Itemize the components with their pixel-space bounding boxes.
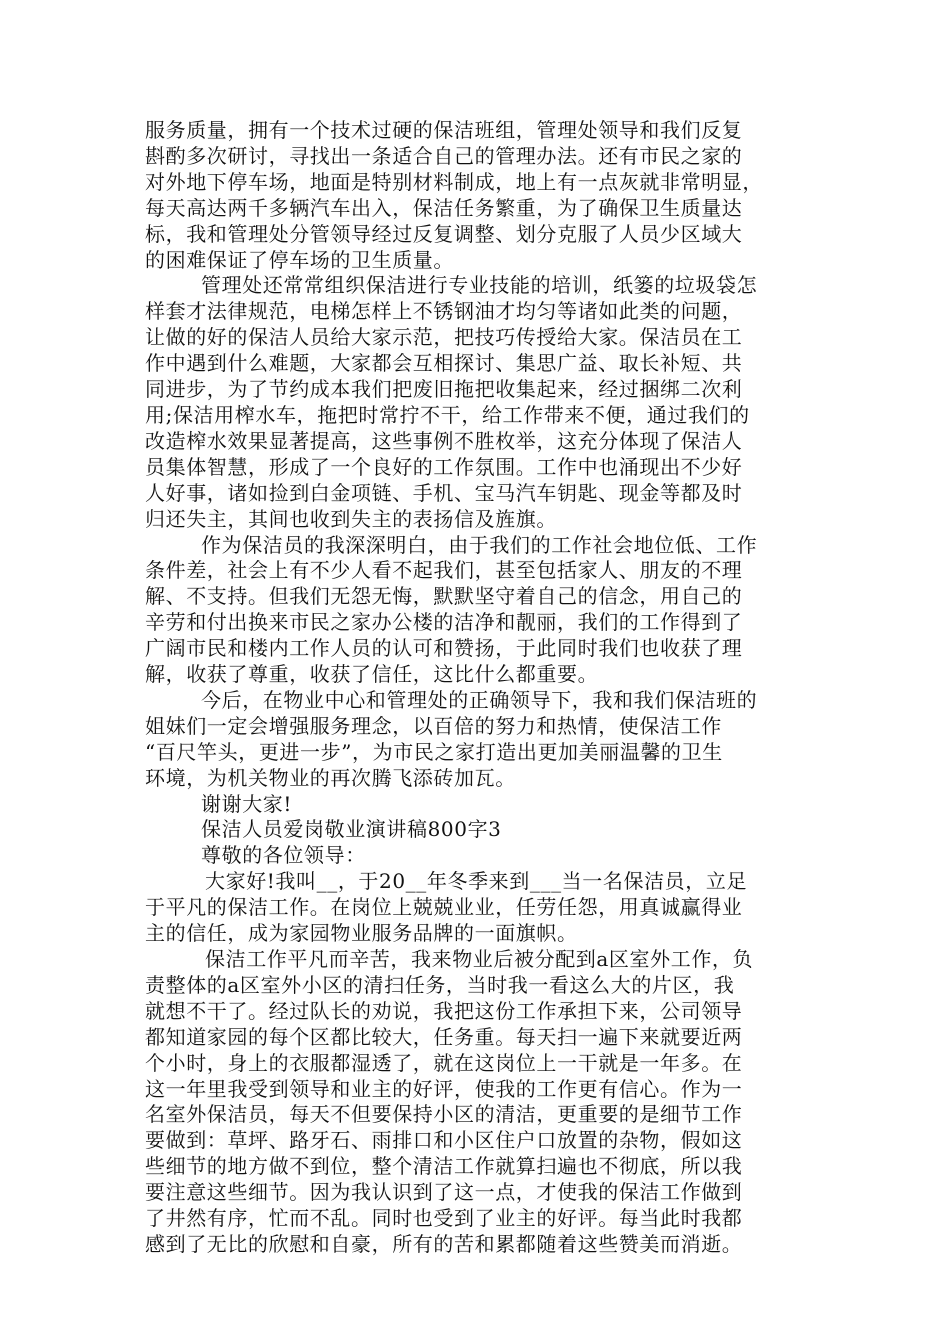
text-line: “百尺竿头，更进一步”，为市民之家打造出更加美丽温馨的卫生: [145, 739, 723, 764]
text-line: 对外地下停车场，地面是特别材料制成，地上有一点灰就非常明显，: [145, 169, 763, 194]
text-line: 了井然有序，忙而不乱。同时也受到了业主的好评。每当此时我都: [145, 1206, 743, 1231]
text-line: 作中遇到什么难题，大家都会互相探讨、集思广益、取长补短、共: [145, 351, 743, 376]
text-line: 让做的好的保洁人员给大家示范，把技巧传授给大家。保洁员在工: [145, 325, 743, 350]
text-line: 就想不干了。经过队长的劝说，我把这份工作承担下来，公司领导: [145, 998, 743, 1023]
text-line: 改造榨水效果显著提高，这些事例不胜枚举，这充分体现了保洁人: [145, 428, 743, 453]
text-line: 广阔市民和楼内工作人员的认可和赞扬，于此同时我们也收获了理: [145, 636, 743, 661]
section-title: 保洁人员爱岗敬业演讲稿800字3: [201, 817, 502, 842]
text-line: 用;保洁用榨水车，拖把时常拧不干，给工作带来不便，通过我们的: [145, 402, 750, 427]
text-line: 的困难保证了停车场的卫生质量。: [145, 247, 454, 272]
text-line: 都知道家园的每个区都比较大，任务重。每天扫一遍下来就要近两: [145, 1024, 743, 1049]
text-line: 服务质量，拥有一个技术过硬的保洁班组，管理处领导和我们反复: [145, 118, 743, 142]
paragraph-start-line: 保洁工作平凡而辛苦，我来物业后被分配到a区室外工作，负: [205, 947, 754, 971]
text-line: 解、不支持。但我们无怨无悔，默默坚守着自己的信念，用自己的: [145, 584, 743, 609]
closing-line: 谢谢大家!: [201, 791, 293, 816]
text-line: 样套才法律规范，电梯怎样上不锈钢油才均匀等诸如此类的问题，: [145, 299, 743, 324]
text-line: 于平凡的保洁工作。在岗位上兢兢业业，任劳任怨，用真诚赢得业: [145, 895, 743, 920]
text-line: 人好事，诸如捡到白金项链、手机、宝马汽车钥匙、现金等都及时: [145, 480, 743, 505]
text-line: 名室外保洁员，每天不但要保持小区的清洁，更重要的是细节工作: [145, 1102, 743, 1127]
paragraph-start-line: 管理处还常常组织保洁进行专业技能的培训，纸篓的垃圾袋怎: [201, 273, 758, 298]
text-line: 条件差，社会上有不少人看不起我们，甚至包括家人、朋友的不理: [145, 558, 743, 583]
text-line: 同进步，为了节约成本我们把废旧拖把收集起来，经过捆绑二次利: [145, 377, 743, 402]
text-line: 这一年里我受到领导和业主的好评，使我的工作更有信心。作为一: [145, 1076, 743, 1101]
text-line: 责整体的a区室外小区的清扫任务，当时我一看这么大的片区，我: [145, 972, 735, 997]
text-line: 要注意这些细节。因为我认识到了这一点，才使我的保洁工作做到: [145, 1180, 743, 1205]
text-line: 归还失主，其间也收到失主的表扬信及旌旗。: [145, 506, 557, 531]
salutation: 尊敬的各位领导：: [201, 843, 366, 868]
text-line: 主的信任，成为家园物业服务品牌的一面旗帜。: [145, 921, 578, 946]
text-line: 个小时，身上的衣服都湿透了，就在这岗位上一干就是一年多。在: [145, 1050, 743, 1075]
document-body: [145, 118, 815, 1258]
text-line: 感到了无比的欣慰和自豪，所有的苦和累都随着这些赞美而消逝。: [145, 1231, 743, 1256]
text-line: 员集体智慧，形成了一个良好的工作氛围。工作中也涌现出不少好: [145, 454, 743, 479]
paragraph-start-line: 大家好!我叫__，于20__年冬季来到___当一名保洁员，立足: [205, 869, 748, 894]
text-line: 环境，为机关物业的再次腾飞添砖加瓦。: [145, 765, 516, 790]
text-line: 斟酌多次研讨，寻找出一条适合自己的管理办法。还有市民之家的: [145, 143, 743, 168]
text-line: 姐妹们一定会增强服务理念，以百倍的努力和热情，使保洁工作: [145, 713, 722, 738]
text-line: 要做到：草坪、路牙石、雨排口和小区住户口放置的杂物，假如这: [145, 1128, 743, 1153]
text-line: 辛劳和付出换来市民之家办公楼的洁净和靓丽，我们的工作得到了: [145, 610, 743, 635]
text-line: 些细节的地方做不到位，整个清洁工作就算扫遍也不彻底，所以我: [145, 1154, 743, 1179]
paragraph-start-line: 今后，在物业中心和管理处的正确领导下，我和我们保洁班的: [201, 687, 758, 712]
text-line: 标，我和管理处分管领导经过反复调整、划分克服了人员少区域大: [145, 221, 743, 246]
text-line: 解，收获了尊重，收获了信任，这比什么都重要。: [145, 662, 599, 687]
paragraph-start-line: 作为保洁员的我深深明白，由于我们的工作社会地位低、工作: [201, 532, 758, 557]
text-line: 每天高达两千多辆汽车出入，保洁任务繁重，为了确保卫生质量达: [145, 195, 743, 220]
